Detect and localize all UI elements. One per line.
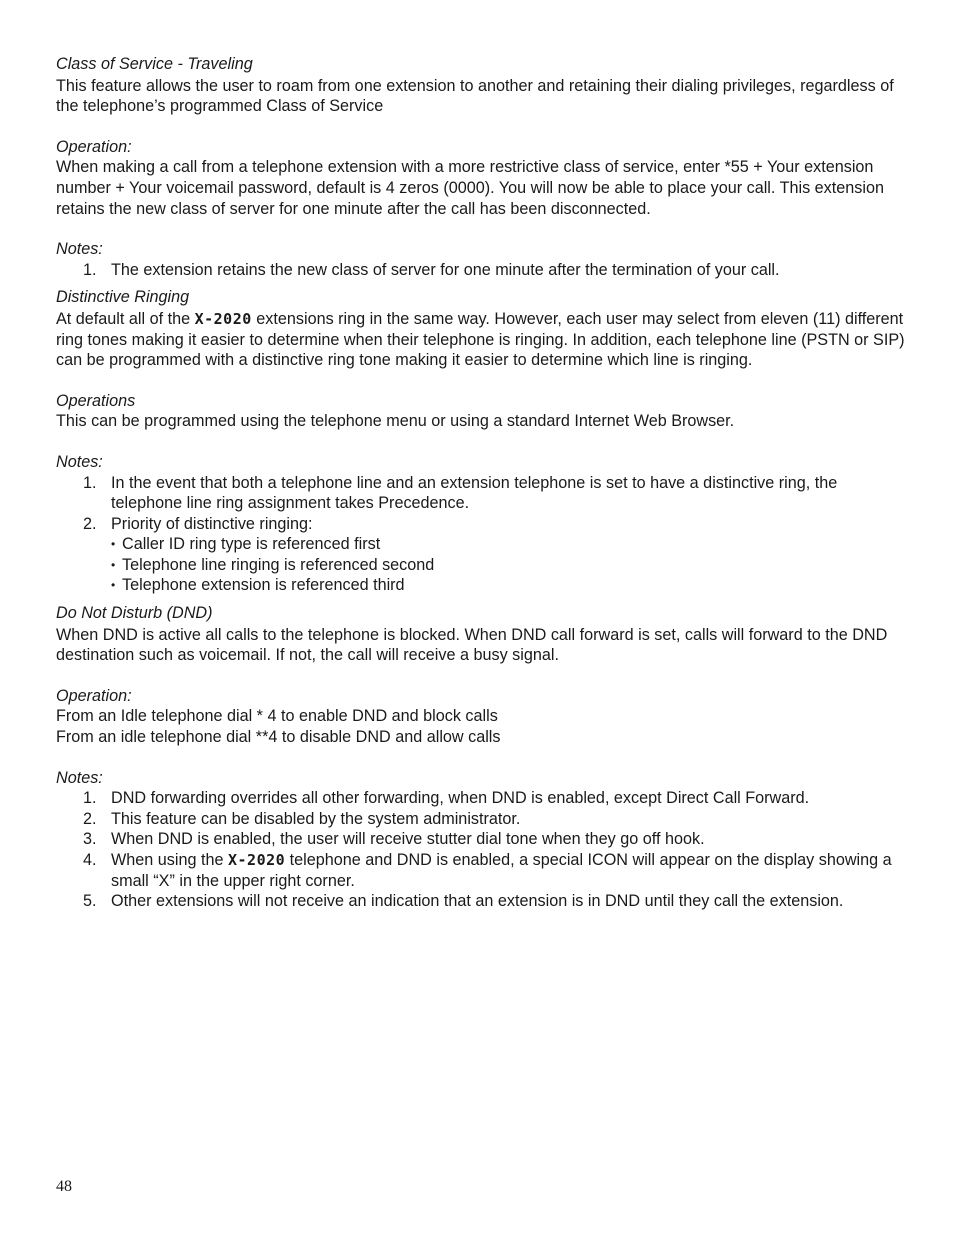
note-number: 2. (83, 809, 97, 828)
notes-list (56, 788, 908, 912)
operation-line: From an Idle telephone dial * 4 to enable DND and block calls (56, 707, 498, 726)
note-text: Priority of distinctive ringing: (111, 514, 313, 533)
section-description: This feature allows the user to roam from one extension to another and retaining their dialing privileges, regardless of the telephone’s programmed Class of Service (56, 76, 894, 116)
notes-heading: Notes: (56, 240, 103, 259)
note-text: This feature can be disabled by the system administrator. (111, 809, 521, 828)
product-name: X-2020 (227, 851, 286, 869)
note-item (56, 260, 908, 281)
operations-heading: Operations (56, 391, 136, 410)
note-number: 4. (83, 851, 97, 869)
note-number: 2. (83, 514, 97, 533)
bullet-text: Telephone line ringing is referenced second (122, 555, 435, 574)
product-name: X-2020 (194, 309, 252, 328)
section-heading: Distinctive Ringing (56, 288, 190, 307)
note-number: 1. (83, 473, 97, 492)
section-heading: Do Not Disturb (DND) (56, 604, 213, 623)
page-number: 48 (56, 1178, 72, 1195)
notes-heading: Notes: (56, 452, 103, 471)
operation-heading: Operation: (56, 686, 132, 705)
description-text: At default all of the (56, 309, 195, 328)
notes-heading: Notes: (56, 768, 103, 787)
section-heading: Class of Service - Traveling (56, 55, 253, 73)
operation-line: From an idle telephone dial **4 to disable DND and allow calls (56, 728, 501, 747)
note-number: 1. (83, 260, 97, 279)
bullet-text: Caller ID ring type is referenced first (122, 535, 381, 554)
notes-list (56, 260, 908, 281)
description-text: extensions ring in the same way. However, each user may select from eleven (11) different ring tones making it easier to determine when their telephone is ringing. In addition, each telephone line (PSTN or SIP) can be programmed with a distinctive ring tone making it easier to determine which line is ringing. (56, 309, 905, 370)
note-text: Other extensions will not receive an indication that an extension is in DND until they call the extension. (111, 892, 844, 911)
note-item (56, 514, 908, 596)
note-text: When DND is enabled, the user will receive stutter dial tone when they go off hook. (111, 830, 705, 849)
bullet-item (111, 575, 908, 596)
section-distinctive-ringing (56, 287, 908, 596)
bullet-item (111, 534, 908, 555)
note-item (56, 788, 908, 809)
bullet-list (111, 534, 908, 596)
section-description (56, 309, 908, 371)
section-class-of-service (56, 54, 908, 280)
note-item (56, 473, 908, 514)
note-number: 3. (83, 830, 97, 849)
operation-heading: Operation: (56, 137, 132, 156)
notes-list (56, 473, 908, 597)
note-text: DND forwarding overrides all other forwarding, when DND is enabled, except Direct Call Forward. (111, 789, 810, 808)
note-number: 1. (83, 789, 97, 808)
bullet-item (111, 555, 908, 576)
note-item (56, 829, 908, 850)
note-text: In the event that both a telephone line and an extension telephone is set to have a distinctive ring, the telephone line ring assignment takes Precedence. (111, 473, 838, 513)
note-number: 5. (83, 892, 97, 911)
operation-text: When making a call from a telephone extension with a more restrictive class of service, enter *55 + Your extension number + Your voicemail password, default is 4 zeros (0000). You will now be able to place your call. This extension retains the new class of server for one minute after the call has been disconnected. (56, 158, 884, 218)
note-text (111, 851, 892, 890)
note-text-part: telephone and DND is enabled, a special ICON will appear on the display showing a small “X” in the upper right corner. (111, 851, 892, 890)
document-page (56, 54, 908, 912)
operations-text: This can be programmed using the telephone menu or using a standard Internet Web Browser. (56, 412, 735, 431)
section-do-not-disturb (56, 603, 908, 912)
note-item (56, 850, 908, 891)
note-text-part: When using the (111, 851, 228, 869)
bullet-text: Telephone extension is referenced third (122, 576, 405, 595)
bullet-icon: • (111, 578, 116, 593)
note-item (56, 891, 908, 912)
section-description: When DND is active all calls to the telephone is blocked. When DND call forward is set, calls will forward to the DND destination such as voicemail. If not, the call will receive a busy signal. (56, 625, 888, 665)
note-text: The extension retains the new class of server for one minute after the termination of your call. (111, 260, 780, 279)
note-item (56, 809, 908, 830)
bullet-icon: • (111, 537, 116, 552)
bullet-icon: • (111, 557, 116, 572)
